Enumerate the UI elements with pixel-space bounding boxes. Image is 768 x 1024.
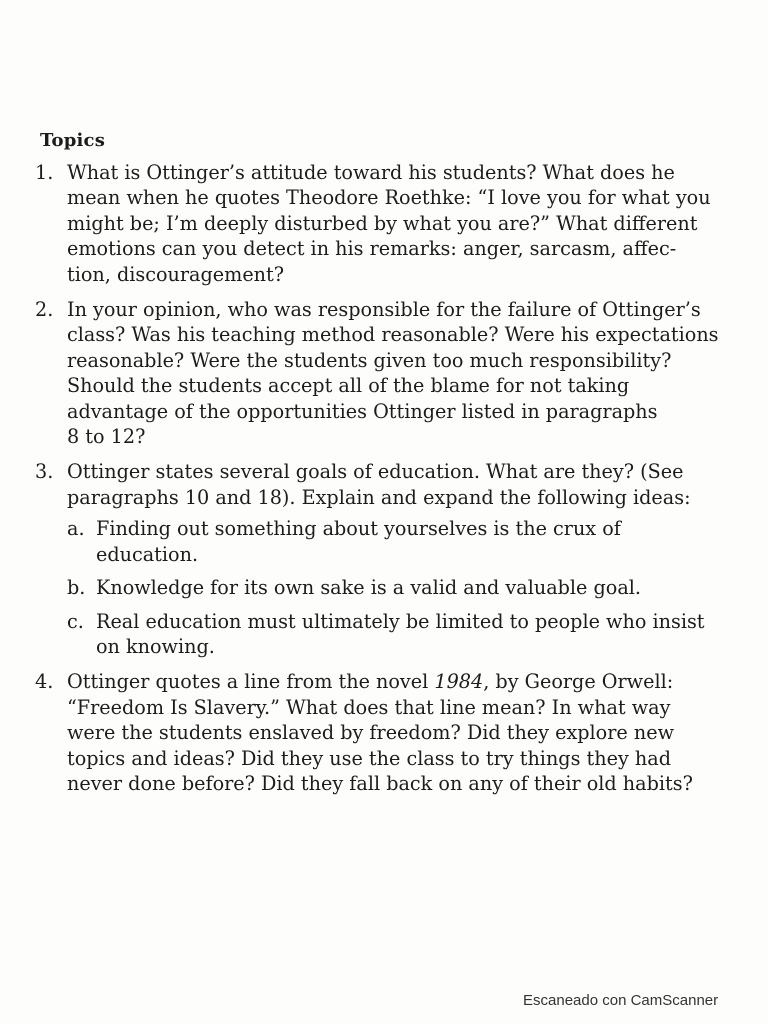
text-line: paragraphs 10 and 18). Explain and expand the following ideas: bbox=[67, 485, 691, 509]
text-line: tion, discouragement? bbox=[67, 262, 285, 286]
topic-number: 4. bbox=[35, 670, 54, 694]
topic-item-3 bbox=[30, 459, 768, 659]
text-line: What is Ottinger’s attitude toward his students? What does he bbox=[67, 161, 675, 184]
text-line: Knowledge for its own sake is a valid and valuable goal. bbox=[96, 576, 642, 600]
text-line: reasonable? Were the students given too much responsibility? bbox=[67, 348, 672, 372]
text-line: on knowing. bbox=[96, 634, 215, 658]
topic-text bbox=[67, 160, 768, 287]
topic-text bbox=[67, 669, 768, 796]
topic-item-1 bbox=[30, 160, 768, 287]
topic-item-4 bbox=[30, 669, 768, 796]
section-heading: Topics bbox=[40, 130, 106, 151]
topic-text bbox=[67, 297, 768, 449]
text-line: Ottinger states several goals of education. What are they? (See bbox=[67, 460, 684, 484]
sub-topic-letter: c. bbox=[67, 609, 84, 633]
text-line: never done before? Did they fall back on any of their old habits? bbox=[67, 771, 693, 795]
text-line: advantage of the opportunities Ottinger listed in paragraphs bbox=[67, 399, 658, 423]
text-line: education. bbox=[96, 542, 199, 566]
topics-list bbox=[30, 160, 768, 806]
text-line: “Freedom Is Slavery.” What does that line mean? In what way bbox=[67, 695, 671, 719]
text-line: Ottinger quotes a line from the novel 1984, by George Orwell: bbox=[67, 670, 674, 694]
topic-number: 3. bbox=[35, 460, 54, 484]
sub-topic-letter: b. bbox=[67, 576, 86, 600]
text-line: Finding out something about yourselves is the crux of bbox=[96, 517, 621, 541]
sub-topic-b bbox=[67, 575, 768, 600]
sub-topic-a bbox=[67, 516, 768, 567]
text-line: Real education must ultimately be limited to people who insist bbox=[96, 609, 705, 633]
text-line: class? Was his teaching method reasonable? Were his expectations bbox=[67, 323, 719, 347]
text-line: emotions can you detect in his remarks: anger, sarcasm, affec- bbox=[67, 237, 677, 261]
topic-number: 1. bbox=[35, 161, 54, 184]
text-line: 8 to 12? bbox=[67, 425, 146, 449]
sub-topics-list bbox=[67, 516, 768, 659]
text-line: mean when he quotes Theodore Roethke: “I love you for what you bbox=[67, 186, 711, 210]
text-line: Should the students accept all of the blame for not taking bbox=[67, 374, 630, 398]
novel-title: 1984 bbox=[434, 670, 484, 694]
topic-number: 2. bbox=[35, 298, 54, 322]
topic-text bbox=[67, 459, 768, 659]
sub-topic-letter: a. bbox=[67, 517, 85, 541]
text-line: might be; I’m deeply disturbed by what you are?” What different bbox=[67, 211, 698, 235]
text-line: In your opinion, who was responsible for the failure of Ottinger’s bbox=[67, 298, 701, 322]
text-line: topics and ideas? Did they use the class to try things they had bbox=[67, 746, 671, 770]
topic-item-2 bbox=[30, 297, 768, 449]
text-line: were the students enslaved by freedom? Did they explore new bbox=[67, 721, 675, 745]
sub-topic-c bbox=[67, 609, 768, 660]
camscanner-watermark: Escaneado con CamScanner bbox=[523, 992, 719, 1009]
